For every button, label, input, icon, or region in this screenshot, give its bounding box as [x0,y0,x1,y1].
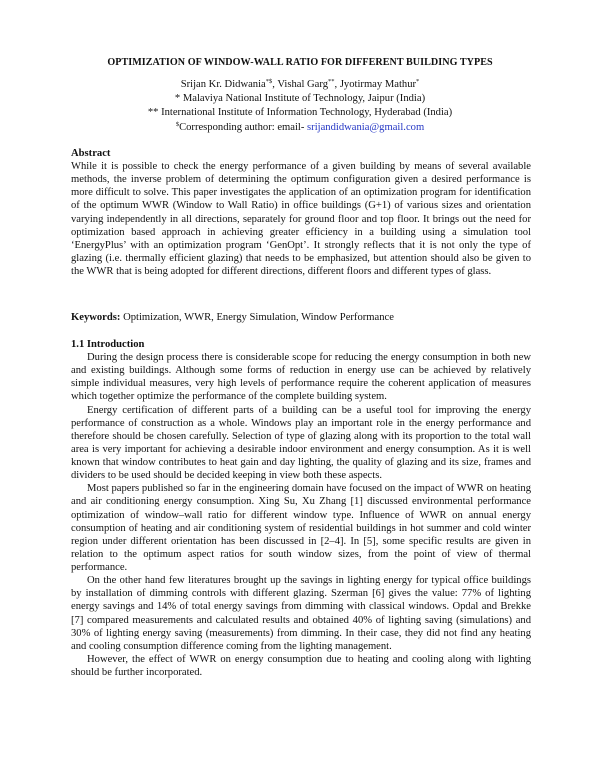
keywords-label: Keywords: [71,312,121,323]
author-mark: *$ [265,78,273,85]
keywords [71,311,531,324]
affiliation: * Malaviya National Institute of Technology, Jaipur (India) [174,93,426,104]
abstract-body [71,160,531,278]
author-name: Vishal Garg [277,79,329,90]
email-link[interactable]: srijandidwania@gmail.com [307,122,425,133]
author-mark: ** [328,78,335,85]
corresponding-mark: $ [175,121,180,128]
abstract-heading: Abstract [71,148,111,159]
paragraph: On the other hand few literatures brought up the savings in lighting energy for typical office buildings by installation of dimming controls with different glazing. Szerman [6] gives the value: 77% of lighting energy savings and 14% of total energy savings from dimming with classical windows. Opdal and Brekke [7] compared measurements and calculated results and obtained 40% of lighting saving (simulations) and 30% of lighting energy saving (measurements) from dimming. In their case, they did not find any heating and cooling consumption difference coming from the lighting management. [71,575,531,652]
paragraph: During the design process there is considerable scope for reducing the energy consumption in both new and existing buildings. Although some forms of reduction in energy use can be achieved by relatively simple individual measures, very high levels of performance require the coherent application of measures which together optimize the performance of the complete building system. [71,352,531,403]
author-mark: * [416,78,420,85]
paragraph: Most papers published so far in the engineering domain have focused on the impact of WWR on heating and air conditioning energy consumption. Xing Su, Xu Zhang [1] discussed environmental performance optimization of window–wall ratio for different window type. Influence of WWR on annual energy consumption of heating and air conditioning system of residential buildings in hot summer and cold winter region under different orientation has been discussed in [2–4]. In [5], some specific results are given in relation to the optimum aspect ratios for south window sizes, from the point of view of thermal performance. [71,483,531,573]
section-body [71,351,531,679]
author-list: Srijan Kr. Didwania*$, Vishal Garg**, Jyotirmay Mathur* [180,78,420,90]
paper-title: OPTIMIZATION OF WINDOW-WALL RATIO FOR DIFFERENT BUILDING TYPES [107,57,493,68]
corresponding-label: Corresponding author: email- [179,122,308,133]
affiliation: ** International Institute of Information Technology, Hyderabad (India) [147,107,453,118]
paragraph: However, the effect of WWR on energy consumption due to heating and cooling along with lighting should be further incorporated. [71,653,531,678]
author-name: Srijan Kr. Didwania [180,79,266,90]
section-heading: 1.1 Introduction [71,339,145,350]
author-name: Jyotirmay Mathur [339,79,417,90]
keywords-text: Optimization, WWR, Energy Simulation, Window Performance [120,312,394,323]
paragraph: Energy certification of different parts of a building can be a useful tool for improving the energy performance of construction as a whole. Windows play an important role in the energy performance and therefore should be chosen carefully. Selection of type of glazing along with its proportion to the total wall area is very important for achieving a desirable indoor environment and energy consumption. As it is well known that window contributes to heat gain and day lighting, the quality of glazing and its size, frames and dividers to be used should be decided keeping in view both these aspects. [71,404,531,482]
abstract-text: While it is possible to check the energy performance of a given building by means of several available methods, the inverse problem of determining the optimum configuration given a desired performance is more difficult to solve. This paper investigates the application of an optimization program for identification of the optimum WWR (Window to Wall Ratio) in office buildings (G+1) of various sizes and orientation varying independently in all directions, separately for ground floor and top floor. It brings out the need for optimization based approach in achieving greater efficiency in a building using a simulation tool ‘EnergyPlus’ with an optimization program ‘GenOpt’. It strongly reflects that it is not only the type of glazing (i.e. thermally efficient glazing) that needs to be emphasized, but attention should also be given to the WWR that is being adopted for different directions, different floors and different types of glass. [71,161,531,277]
corresponding-author [0,121,600,134]
